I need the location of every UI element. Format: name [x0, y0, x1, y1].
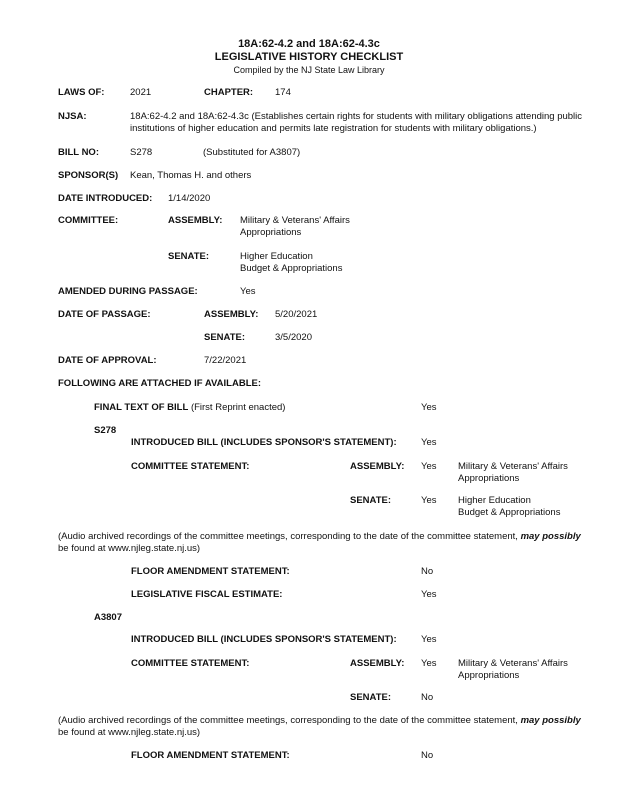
- a3807-audio-text: (Audio archived recordings of the committee meetings, corresponding to the date of the committee statement,: [58, 715, 521, 726]
- bill-no-label: BILL NO:: [58, 147, 99, 158]
- committee-assembly-2: Appropriations: [240, 227, 302, 238]
- s278-senate-label: SENATE:: [350, 495, 391, 506]
- committee-senate-label: SENATE:: [168, 251, 209, 262]
- a3807-assembly-committee-2: Appropriations: [458, 670, 520, 681]
- a3807-senate-value: No: [421, 692, 434, 703]
- a3807-assembly-label: ASSEMBLY:: [350, 658, 405, 669]
- s278-fiscal-label: LEGISLATIVE FISCAL ESTIMATE:: [131, 589, 283, 600]
- a3807-introduced-label: INTRODUCED BILL (INCLUDES SPONSOR'S STATEMENT):: [131, 634, 397, 645]
- committee-assembly-label: ASSEMBLY:: [168, 215, 223, 226]
- a3807-introduced-value: Yes: [421, 634, 437, 645]
- approval-label: DATE OF APPROVAL:: [58, 355, 157, 366]
- a3807-audio-line-2: be found at www.njleg.state.nj.us): [58, 727, 201, 738]
- a3807-floor-label: FLOOR AMENDMENT STATEMENT:: [131, 750, 290, 761]
- attached-heading: FOLLOWING ARE ATTACHED IF AVAILABLE:: [58, 378, 261, 389]
- sponsor-value: Kean, Thomas H. and others: [130, 170, 252, 181]
- s278-senate-committee-2: Budget & Appropriations: [458, 507, 561, 518]
- committee-assembly-1: Military & Veterans' Affairs: [240, 215, 350, 226]
- laws-of-label: LAWS OF:: [58, 87, 105, 98]
- passage-assembly-value: 5/20/2021: [275, 309, 318, 320]
- s278-assembly-label: ASSEMBLY:: [350, 461, 405, 472]
- s278-introduced-label: INTRODUCED BILL (INCLUDES SPONSOR'S STATEMENT):: [131, 437, 397, 448]
- sponsor-label: SPONSOR(S): [58, 170, 119, 181]
- passage-senate-value: 3/5/2020: [275, 332, 312, 343]
- page-subtitle: LEGISLATIVE HISTORY CHECKLIST: [214, 51, 404, 63]
- bill-no-value: S278: [130, 147, 153, 158]
- amended-label: AMENDED DURING PASSAGE:: [58, 286, 198, 297]
- s278-assembly-committee-2: Appropriations: [458, 473, 520, 484]
- s278-audio-text: (Audio archived recordings of the committee meetings, corresponding to the date of the committee statement,: [58, 531, 521, 542]
- a3807-audio-emphasis: may possibly: [520, 715, 581, 726]
- chapter-label: CHAPTER:: [204, 87, 254, 98]
- a3807-heading: A3807: [94, 612, 122, 623]
- final-text-note: (First Reprint enacted): [190, 402, 286, 413]
- date-introduced-value: 1/14/2020: [168, 193, 211, 204]
- njsa-line-1: 18A:62-4.2 and 18A:62-4.3c (Establishes certain rights for students with military obligations attending public: [130, 111, 583, 122]
- s278-fiscal-value: Yes: [421, 589, 437, 600]
- s278-audio-line-1: [58, 531, 581, 543]
- a3807-audio-line-1: [58, 715, 581, 727]
- committee-label: COMMITTEE:: [58, 215, 119, 226]
- s278-committee-label: COMMITTEE STATEMENT:: [131, 461, 250, 472]
- laws-of-value: 2021: [130, 87, 152, 98]
- s278-floor-value: No: [421, 566, 434, 577]
- njsa-label: NJSA:: [58, 111, 87, 122]
- s278-senate-value: Yes: [421, 495, 437, 506]
- amended-value: Yes: [240, 286, 256, 297]
- passage-assembly-label: ASSEMBLY:: [204, 309, 259, 320]
- bill-no-note: (Substituted for A3807): [203, 147, 301, 158]
- s278-heading: S278: [94, 425, 117, 436]
- committee-senate-2: Budget & Appropriations: [240, 263, 343, 274]
- s278-introduced-value: Yes: [421, 437, 437, 448]
- a3807-assembly-committee-1: Military & Veterans' Affairs: [458, 658, 568, 669]
- final-text-value: Yes: [421, 402, 437, 413]
- s278-floor-label: FLOOR AMENDMENT STATEMENT:: [131, 566, 290, 577]
- s278-audio-line-2: be found at www.njleg.state.nj.us): [58, 543, 201, 554]
- a3807-senate-label: SENATE:: [350, 692, 391, 703]
- final-text-label: FINAL TEXT OF BILL: [94, 402, 189, 413]
- s278-audio-emphasis: may possibly: [520, 531, 581, 542]
- a3807-floor-value: No: [421, 750, 434, 761]
- passage-label: DATE OF PASSAGE:: [58, 309, 151, 320]
- final-text-row: [94, 402, 285, 414]
- approval-value: 7/22/2021: [204, 355, 247, 366]
- a3807-committee-label: COMMITTEE STATEMENT:: [131, 658, 250, 669]
- date-introduced-label: DATE INTRODUCED:: [58, 193, 153, 204]
- page-title: 18A:62-4.2 and 18A:62-4.3c: [238, 38, 380, 50]
- s278-senate-committee-1: Higher Education: [458, 495, 531, 506]
- passage-senate-label: SENATE:: [204, 332, 245, 343]
- committee-senate-1: Higher Education: [240, 251, 313, 262]
- chapter-value: 174: [275, 87, 291, 98]
- compiled-by: Compiled by the NJ State Law Library: [233, 65, 385, 75]
- s278-assembly-value: Yes: [421, 461, 437, 472]
- s278-assembly-committee-1: Military & Veterans' Affairs: [458, 461, 568, 472]
- a3807-assembly-value: Yes: [421, 658, 437, 669]
- njsa-line-2: institutions of higher education and permits late registration for students with military obligations.): [130, 123, 537, 134]
